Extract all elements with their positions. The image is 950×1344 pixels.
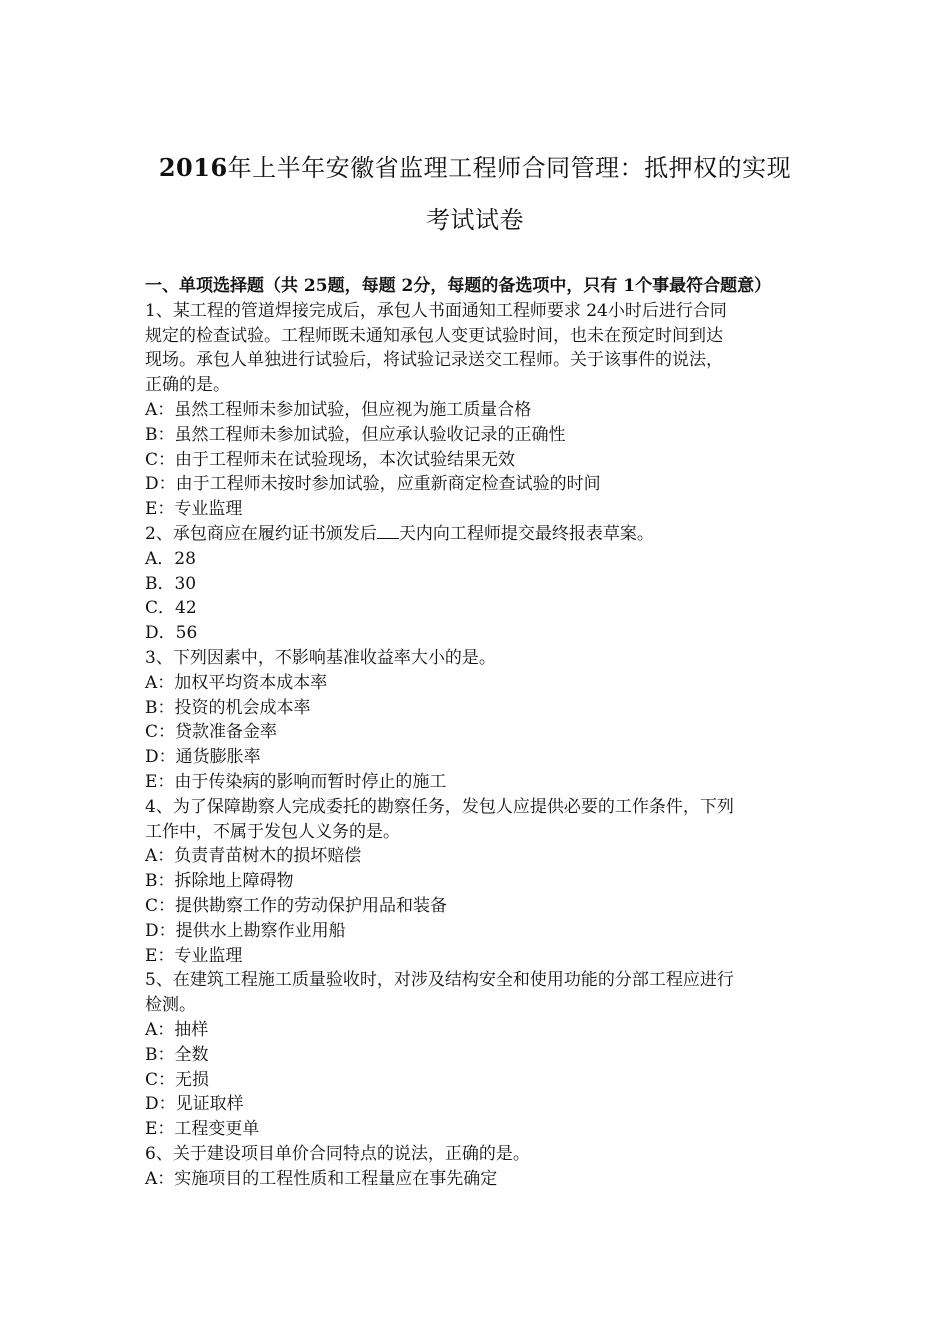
answer-option: A：实施项目的工程性质和工程量应在事先确定 xyxy=(145,1168,498,1189)
document-body xyxy=(145,274,809,1191)
question-stem-line: 工作中，不属于发包人义务的是。 xyxy=(145,821,400,842)
question-6 xyxy=(145,1142,809,1192)
answer-option: B：拆除地上障碍物 xyxy=(145,871,294,892)
answer-option: A：虽然工程师未参加试验，但应视为施工质量合格 xyxy=(145,399,532,420)
answer-option: A：抽样 xyxy=(145,1019,209,1040)
answer-option: C：贷款准备金率 xyxy=(145,722,278,743)
fill-in-blank xyxy=(377,524,399,539)
title-line-1 xyxy=(120,142,830,194)
question-stem-line: 现场。承包人单独进行试验后，将试验记录送交工程师。关于该事件的说法， xyxy=(145,350,723,371)
answer-option: D：见证取样 xyxy=(145,1094,244,1115)
question-stem-line: 6、关于建设项目单价合同特点的说法，正确的是。 xyxy=(145,1143,530,1164)
question-stem-line: 检测。 xyxy=(145,995,196,1016)
answer-option: C：由于工程师未在试验现场，本次试验结果无效 xyxy=(145,449,516,470)
answer-option: B：虽然工程师未参加试验，但应承认验收记录的正确性 xyxy=(145,424,566,445)
answer-option: B：全数 xyxy=(145,1044,209,1065)
question-stem-line: 3、下列因素中，不影响基准收益率大小的是。 xyxy=(145,647,496,668)
answer-option: D．56 xyxy=(145,623,198,644)
question-4 xyxy=(145,795,809,969)
title-line-2: 考试试卷 xyxy=(426,206,524,234)
question-stem-line: 5、在建筑工程施工质量验收时，对涉及结构安全和使用功能的分部工程应进行 xyxy=(145,970,734,991)
answer-option: B：投资的机会成本率 xyxy=(145,697,311,718)
title-year: 2016 xyxy=(158,153,228,182)
question-stem-line: 1、某工程的管道焊接完成后，承包人书面通知工程师要求 24小时后进行合同 xyxy=(145,300,727,321)
answer-option: E：由于传染病的影响而暂时停止的施工 xyxy=(145,771,447,792)
document-title xyxy=(120,142,830,246)
answer-option: D：由于工程师未按时参加试验，应重新商定检查试验的时间 xyxy=(145,474,601,495)
question-stem-before-blank: 2、承包商应在履约证书颁发后 xyxy=(145,523,377,544)
question-1 xyxy=(145,299,809,522)
answer-option: E：专业监理 xyxy=(145,945,243,966)
answer-option: E：工程变更单 xyxy=(145,1119,260,1140)
answer-option: A：加权平均资本成本率 xyxy=(145,672,328,693)
answer-option: A：负责青苗树木的损坏赔偿 xyxy=(145,846,362,867)
question-2 xyxy=(145,522,809,646)
question-stem-after-blank: 天内向工程师提交最终报表草案。 xyxy=(398,523,654,544)
answer-option: E：专业监理 xyxy=(145,499,243,520)
question-5 xyxy=(145,968,809,1142)
title-line-1-text: 年上半年安徽省监理工程师合同管理：抵押权的实现 xyxy=(227,154,792,182)
answer-option: D：通货膨胀率 xyxy=(145,747,261,768)
question-3 xyxy=(145,646,809,795)
answer-option: A．28 xyxy=(145,548,196,569)
question-stem-line: 正确的是。 xyxy=(145,375,230,396)
answer-option: C：无损 xyxy=(145,1069,210,1090)
section-heading: 一、单项选择题（共 25题，每题 2分，每题的备选项中，只有 1个事最符合题意） xyxy=(145,276,772,296)
question-stem-line xyxy=(145,522,809,547)
question-stem-line: 规定的检查试验。工程师既未通知承包人变更试验时间，也未在预定时间到达 xyxy=(145,325,723,346)
answer-option: C：提供勘察工作的劳动保护用品和装备 xyxy=(145,895,448,916)
answer-option: B．30 xyxy=(145,573,197,594)
answer-option: C．42 xyxy=(145,598,197,619)
answer-option: D：提供水上勘察作业用船 xyxy=(145,920,346,941)
question-stem-line: 4、为了保障勘察人完成委托的勘察任务，发包人应提供必要的工作条件，下列 xyxy=(145,796,734,817)
